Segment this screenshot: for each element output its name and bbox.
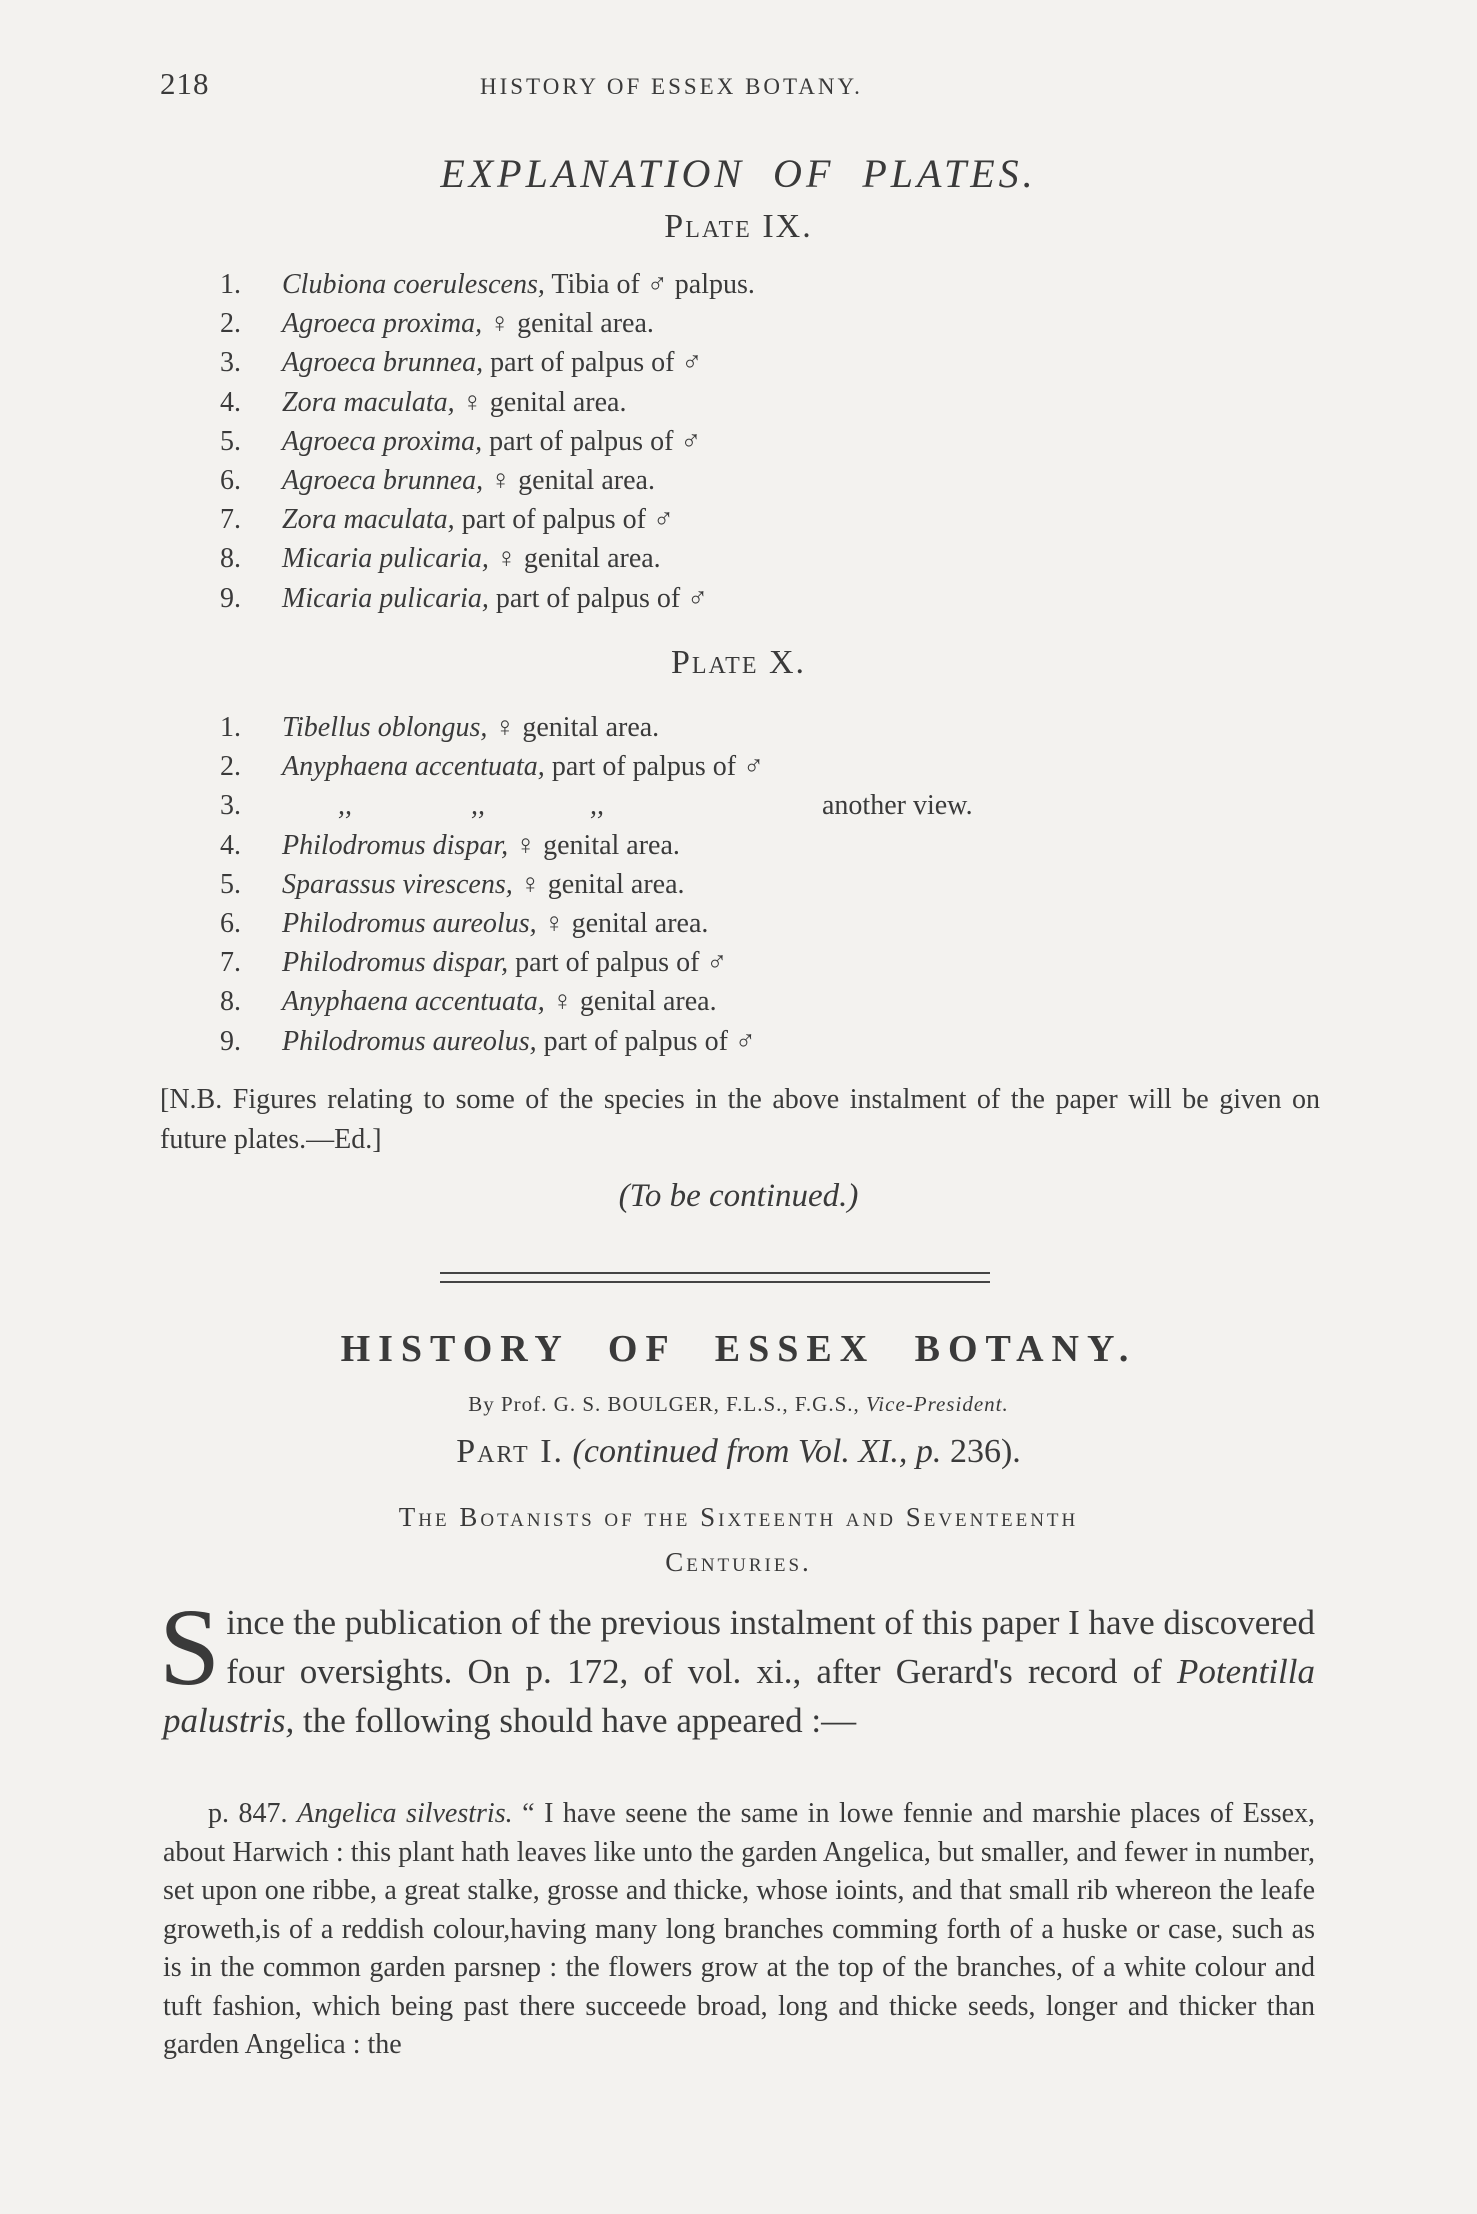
list-item [220,343,755,382]
species-name: Sparassus virescens, [282,868,513,900]
item-number: 4. [220,386,241,418]
list-item [220,747,973,786]
section-heading-cont: Centuries. [665,1547,812,1577]
species-name: Agroeca proxima, [282,308,483,340]
list-item [220,304,755,343]
species-name: Zora maculata, [282,386,455,418]
item-description: part of palpus of ♂ [551,751,765,783]
species-name: Philodromus aureolus, [282,1025,537,1057]
item-description: ♀ genital area. [494,712,660,743]
list-item [220,982,973,1021]
species-name: Agroeca brunnea, [282,464,484,496]
item-number: 5. [220,868,241,900]
species-name: Tibellus oblongus, [282,712,488,743]
list-item [220,904,973,943]
explanation-title: EXPLANATION OF PLATES. [440,151,1037,196]
page-number: 218 [160,66,210,101]
item-number: 2. [220,308,241,340]
drop-cap: S [159,1586,221,1708]
part-heading [0,1433,1477,1471]
item-description: part of palpus of ♂ [515,947,728,979]
list-item [220,539,755,578]
item-description: part of palpus of ♂ [490,347,703,379]
plate-ix-heading: Plate IX. [664,208,813,245]
item-description: part of palpus of ♂ [489,425,702,457]
section-heading: The Botanists of the Sixteenth and Seventeenth [398,1502,1079,1532]
item-description: another view. [822,790,973,822]
running-head [160,66,1317,106]
item-description: part of palpus of ♂ [495,582,709,614]
item-number: 3. [220,347,241,379]
quote-paragraph [163,1795,1315,2065]
byline [0,1392,1477,1417]
item-number: 6. [220,464,241,496]
species-name: Philodromus dispar, [282,947,509,979]
item-number: 7. [220,504,241,536]
list-item [220,500,755,539]
ditto-marks: ,, ,, ,, [282,790,604,822]
plate-x-list [220,708,973,1061]
item-description: ♀ genital area. [543,907,709,939]
divider-rule [440,1272,990,1274]
item-number: 4. [220,829,241,861]
part-label: Part I. [456,1433,565,1470]
item-number: 2. [220,751,241,783]
intro-species: Potentilla palustris, [163,1652,1316,1740]
list-item [220,422,755,461]
species-name: Philodromus aureolus, [282,907,537,939]
intro-paragraph [159,1586,1316,1745]
species-name: Zora maculata, [282,504,455,536]
item-number: 1. [220,269,241,300]
author: By Prof. G. S. BOULGER, F.L.S., F.G.S., [468,1392,860,1416]
item-description: ♀ genital area. [489,308,654,340]
item-description: ♀ genital area. [515,829,680,861]
item-number: 9. [220,1025,241,1057]
item-description: ♀ genital area. [461,386,627,418]
species-name: Micaria pulicaria, [282,543,489,575]
list-item [220,786,973,825]
divider-rule [440,1281,990,1283]
item-number: 8. [220,986,241,1018]
species-name: Micaria pulicaria, [282,582,489,614]
species-name: Philodromus dispar, [282,829,509,861]
item-description: ♀ genital area. [490,464,655,496]
to-be-continued: (To be continued.) [618,1178,859,1214]
list-item [220,708,973,747]
list-item [220,943,973,982]
plate-ix-list [220,265,755,618]
species-name: Clubiona coerulescens, [282,269,545,300]
list-item [220,461,755,500]
item-description: Tibia of ♂ palpus. [551,269,755,300]
list-item [220,1022,973,1061]
quote-text: “ I have seene the same in lowe fennie and marshie places of Essex, about Harwich : this plant hath leaves like unto the garden Angelica, but smaller, and fewer in number, set upon one ribbe, a great stalke, grosse and thicke, whose ioints, and that small rib whereon the leafe groweth,is of a reddish colour,having many long branches comming forth of a huske or case, such as is in the common garden parsnep : the flowers grow at the top of the branches, of a white colour and tuft fashion, which being past there succeede broad, long and thicke seeds, longer and thicker than garden Angelica : the [163,1798,1316,2060]
item-number: 5. [220,425,241,457]
quote-species: Angelica silvestris. [297,1798,513,1829]
item-number: 9. [220,582,241,614]
quote-ref: p. 847. [208,1798,288,1829]
item-description: ♀ genital area. [551,986,717,1018]
species-name: Anyphaena accentuata, [282,986,545,1018]
item-number: 1. [220,712,241,743]
species-name: Agroeca brunnea, [282,347,484,379]
part-page: 236). [949,1433,1021,1470]
plate-x-heading: Plate X. [670,644,807,681]
item-number: 6. [220,907,241,939]
part-continued: (continued from Vol. XI., p. [572,1433,942,1470]
running-title: HISTORY OF ESSEX BOTANY. [480,74,863,99]
intro-text: ince the publication of the previous instalment of this paper I have discovered four oversights. On p. 172, of vol. xi., after Gerard's record of [226,1603,1315,1691]
item-description: ♀ genital area. [495,543,661,575]
list-item [220,579,755,618]
author-role: Vice-President. [866,1392,1009,1416]
item-description: part of palpus of ♂ [543,1025,756,1057]
list-item [220,826,973,865]
item-number: 3. [220,790,241,822]
item-number: 7. [220,947,241,979]
species-name: Agroeca proxima, [282,425,483,457]
intro-text-end: the following should have appeared :— [303,1701,857,1740]
item-number: 8. [220,543,241,575]
list-item [220,265,755,304]
item-description: ♀ genital area. [519,868,685,900]
species-name: Anyphaena accentuata, [282,751,545,783]
list-item [220,865,973,904]
list-item [220,383,755,422]
item-description: part of palpus of ♂ [461,504,674,536]
editor-note: [N.B. Figures relating to some of the species in the above instalment of the paper will be given on future plates.—Ed.] [160,1084,1320,1155]
article-title: HISTORY OF ESSEX BOTANY. [340,1328,1137,1370]
